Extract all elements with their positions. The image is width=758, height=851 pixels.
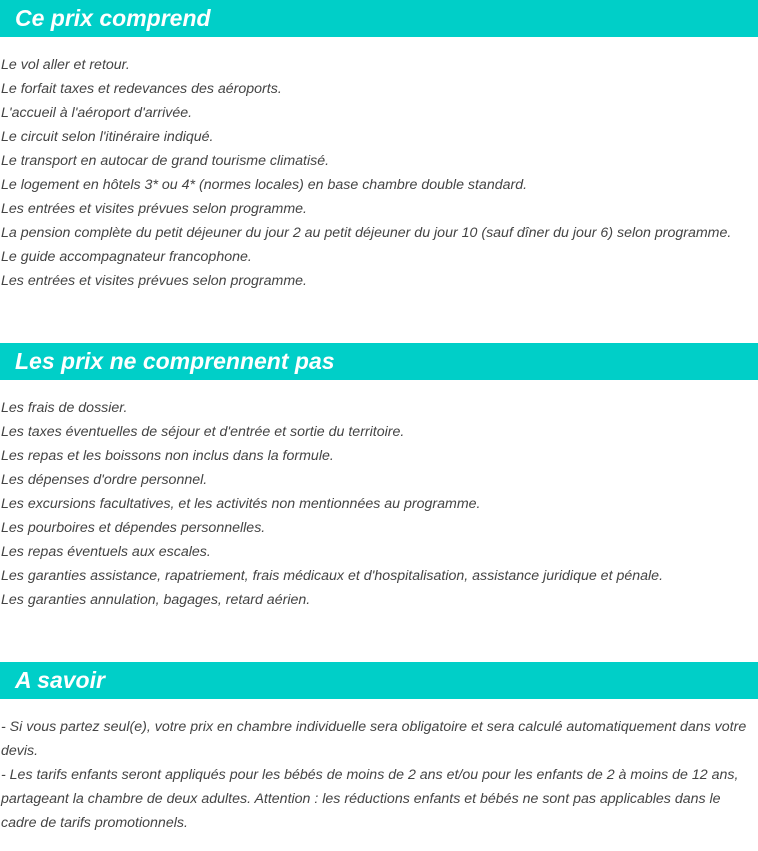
- list-item: Les pourboires et dépendes personnelles.: [1, 520, 266, 536]
- list-item: Les dépenses d'ordre personnel.: [1, 472, 208, 488]
- info-paragraph: - Les tarifs enfants seront appliqués pour les bébés de moins de 2 ans et/ou pour les enfants de 2 à moins de 12 ans, partageant la chambre de deux adultes. Attention : les réductions enfants et bébés ne sont pas applicables dans le cadre de tarifs promotionnels.: [1, 767, 739, 831]
- list-item: Le forfait taxes et redevances des aéroports.: [1, 81, 282, 97]
- list-item: La pension complète du petit déjeuner du jour 2 au petit déjeuner du jour 10 (sauf dîner du jour 6) selon programme.: [1, 225, 732, 241]
- list-item: L'accueil à l'aéroport d'arrivée.: [1, 105, 193, 121]
- list-item: Les taxes éventuelles de séjour et d'entrée et sortie du territoire.: [1, 424, 405, 440]
- to-know-text: [0, 715, 758, 835]
- list-item: Le guide accompagnateur francophone.: [1, 249, 252, 265]
- section-title-included: Ce prix comprend: [0, 0, 758, 37]
- list-item: Le transport en autocar de grand tourisme climatisé.: [1, 153, 330, 169]
- list-item: Les garanties assistance, rapatriement, frais médicaux et d'hospitalisation, assistance juridique et pénale.: [1, 568, 664, 584]
- list-item: Les entrées et visites prévues selon programme.: [1, 273, 307, 289]
- list-item: Les entrées et visites prévues selon programme.: [1, 201, 307, 217]
- section-title-to-know: A savoir: [0, 662, 758, 699]
- list-item: Les excursions facultatives, et les activités non mentionnées au programme.: [1, 496, 481, 512]
- list-item: Le circuit selon l'itinéraire indiqué.: [1, 129, 214, 145]
- list-item: Les frais de dossier.: [1, 400, 128, 416]
- info-paragraph: - Si vous partez seul(e), votre prix en chambre individuelle sera obligatoire et sera calculé automatiquement dans votre devis.: [1, 719, 747, 759]
- list-item: Les garanties annulation, bagages, retard aérien.: [1, 592, 311, 608]
- list-item: Le logement en hôtels 3* ou 4* (normes locales) en base chambre double standard.: [1, 177, 528, 193]
- not-included-list: [0, 396, 758, 612]
- included-list: [0, 53, 758, 293]
- list-item: Le vol aller et retour.: [1, 57, 130, 73]
- section-title-not-included: Les prix ne comprennent pas: [0, 343, 758, 380]
- list-item: Les repas et les boissons non inclus dans la formule.: [1, 448, 334, 464]
- list-item: Les repas éventuels aux escales.: [1, 544, 211, 560]
